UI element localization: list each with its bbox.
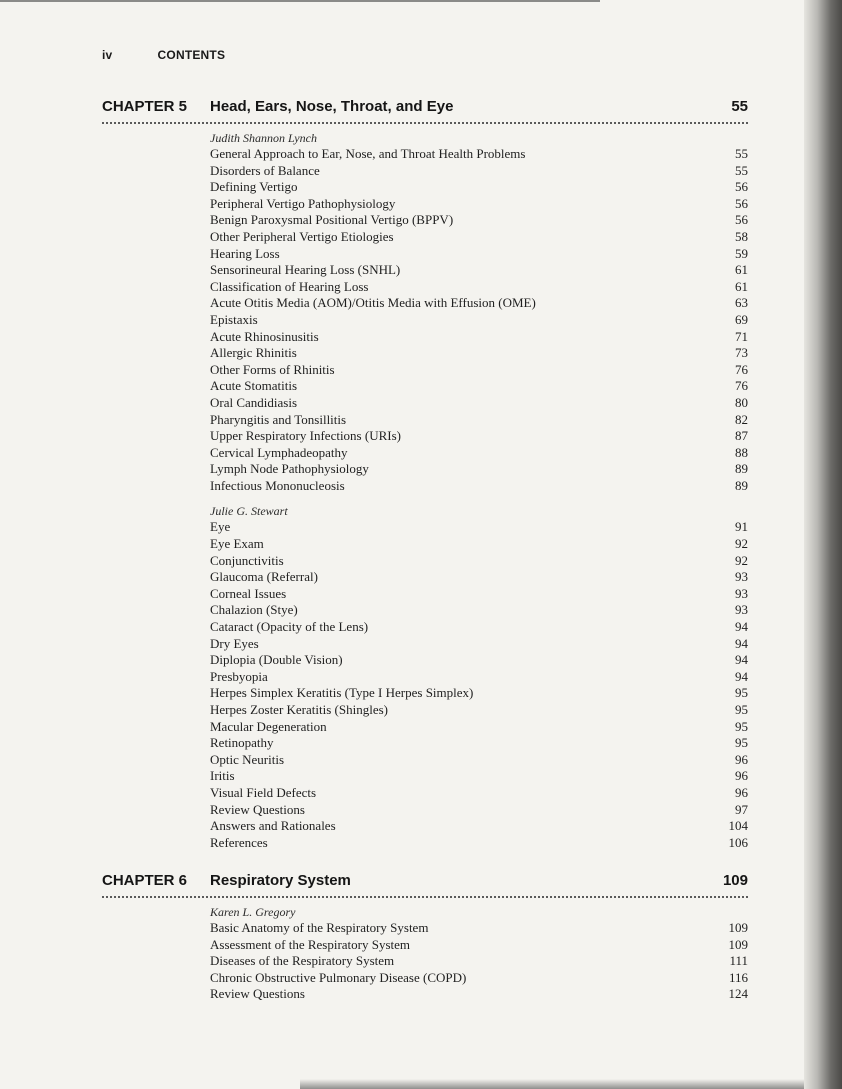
toc-entry-page: 92 xyxy=(735,552,748,568)
section-author: Judith Shannon Lynch xyxy=(210,131,317,145)
toc-entry-title: Pharyngitis and Tonsillitis xyxy=(210,411,347,427)
toc-entry-page: 76 xyxy=(735,361,748,377)
toc-entry-page: 80 xyxy=(735,394,748,410)
toc-entry-title: Presbyopia xyxy=(210,668,268,684)
toc-entry-page: 109 xyxy=(728,936,748,952)
chapter-6-block xyxy=(102,872,748,1003)
chapter-page-number: 55 xyxy=(731,98,748,115)
toc-entry-page: 94 xyxy=(735,635,748,651)
toc-entry-page: 61 xyxy=(735,278,748,294)
toc-entry-page: 116 xyxy=(728,969,748,985)
toc-entry xyxy=(210,478,748,495)
toc-entry xyxy=(210,970,748,987)
toc-entry-title: Eye xyxy=(210,519,231,535)
chapter-heading xyxy=(102,98,748,120)
chapter-label: CHAPTER 5 xyxy=(102,98,188,115)
toc-entry-page: 93 xyxy=(735,569,748,585)
toc-entry-title: General Approach to Ear, Nose, and Throat Health Problems xyxy=(210,146,526,161)
toc-entry-page: 109 xyxy=(728,920,748,935)
toc-entry-title: Basic Anatomy of the Respiratory System xyxy=(210,920,429,935)
toc-entry-page: 96 xyxy=(735,751,748,767)
toc-entry-page: 111 xyxy=(729,953,748,969)
running-head-title: CONTENTS xyxy=(157,48,226,62)
toc-entry-page: 56 xyxy=(735,212,748,228)
toc-entry-page: 96 xyxy=(735,784,748,800)
toc-entry xyxy=(210,685,748,702)
chapter-5-block xyxy=(102,98,748,851)
toc-entry-page: 63 xyxy=(735,295,748,311)
toc-entry-title: Review Questions xyxy=(210,986,305,1002)
toc-entry-page: 55 xyxy=(735,146,748,161)
toc-entry-page: 104 xyxy=(728,818,748,834)
page-bottom-shadow xyxy=(300,1079,804,1089)
toc-entry-title: Glaucoma (Referral) xyxy=(210,569,318,585)
toc-entry xyxy=(210,785,748,802)
toc-entry-title: Oral Candidiasis xyxy=(210,394,298,410)
toc-entry xyxy=(210,428,748,445)
toc-entry-page: 95 xyxy=(735,702,748,717)
toc-entry-page: 61 xyxy=(735,262,748,278)
toc-entry-page: 71 xyxy=(735,328,748,344)
toc-entry-title: Herpes Simplex Keratitis (Type I Herpes Simplex) xyxy=(210,685,474,701)
toc-entry-page: 95 xyxy=(735,718,748,734)
toc-entry-title: Peripheral Vertigo Pathophysiology xyxy=(210,195,396,211)
section-author: Karen L. Gregory xyxy=(210,905,296,919)
toc-entry xyxy=(210,329,748,346)
toc-entry xyxy=(210,212,748,229)
toc-entry-title: Optic Neuritis xyxy=(210,751,285,767)
toc-entry xyxy=(210,395,748,412)
toc-entry xyxy=(210,445,748,462)
toc-entry xyxy=(210,619,748,636)
toc-entry-title: Defining Vertigo xyxy=(210,179,298,195)
toc-entry xyxy=(210,378,748,395)
toc-entry xyxy=(210,802,748,819)
toc-entry-title: Retinopathy xyxy=(210,735,274,751)
toc-entry-title: Benign Paroxysmal Positional Vertigo (BPPV) xyxy=(210,212,454,228)
chapter-title: Head, Ears, Nose, Throat, and Eye xyxy=(210,98,454,115)
toc-entry-title: Corneal Issues xyxy=(210,585,287,601)
toc-entry xyxy=(210,702,748,719)
toc-entry xyxy=(210,279,748,296)
toc-entry-page: 91 xyxy=(735,519,748,535)
toc-entry-title: Classification of Hearing Loss xyxy=(210,278,369,294)
toc-entry xyxy=(210,262,748,279)
toc-entry-title: Acute Otitis Media (AOM)/Otitis Media with Effusion (OME) xyxy=(210,295,536,311)
toc-entry xyxy=(210,818,748,835)
toc-entry-title: Diseases of the Respiratory System xyxy=(210,953,395,969)
chapter-page-number: 109 xyxy=(722,872,748,889)
toc-entry-page: 89 xyxy=(735,461,748,477)
toc-entry-list xyxy=(210,920,748,1003)
toc-entry xyxy=(210,602,748,619)
toc-entry xyxy=(210,179,748,196)
toc-entry xyxy=(210,312,748,329)
toc-entry-page: 55 xyxy=(735,162,748,178)
toc-entry xyxy=(210,986,748,1003)
toc-entry-page: 59 xyxy=(735,245,748,261)
toc-entry-title: Epistaxis xyxy=(210,311,258,327)
toc-entry-title: Acute Rhinosinusitis xyxy=(210,328,319,344)
chapter-heading xyxy=(102,872,748,894)
toc-entry-page: 76 xyxy=(735,378,748,394)
toc-entry xyxy=(210,719,748,736)
toc-entry-page: 88 xyxy=(735,444,748,460)
toc-entry-title: Cervical Lymphadeopathy xyxy=(210,444,348,460)
toc-entry-title: Answers and Rationales xyxy=(210,818,336,834)
toc-entry xyxy=(210,229,748,246)
toc-entry-title: Review Questions xyxy=(210,801,305,817)
toc-entry-page: 106 xyxy=(728,834,748,850)
toc-entry-title: References xyxy=(210,834,268,850)
toc-entry xyxy=(210,412,748,429)
page-number: iv xyxy=(102,48,113,62)
toc-entry xyxy=(210,295,748,312)
scan-edge-line xyxy=(0,0,600,2)
toc-entry xyxy=(210,953,748,970)
section-author: Julie G. Stewart xyxy=(210,504,288,519)
toc-entry-title: Acute Stomatitis xyxy=(210,378,298,394)
toc-entry-title: Dry Eyes xyxy=(210,635,259,651)
toc-entry-title: Sensorineural Hearing Loss (SNHL) xyxy=(210,262,401,278)
toc-entry xyxy=(210,569,748,586)
toc-entry-title: Herpes Zoster Keratitis (Shingles) xyxy=(210,702,388,717)
toc-entry-title: Eye Exam xyxy=(210,536,264,552)
toc-entry-list xyxy=(210,519,748,851)
toc-entry-page: 95 xyxy=(735,735,748,751)
toc-entry-page: 94 xyxy=(735,652,748,668)
toc-entry-title: Macular Degeneration xyxy=(210,718,327,734)
toc-entry xyxy=(210,246,748,263)
toc-entry-title: Disorders of Balance xyxy=(210,162,320,178)
toc-entry xyxy=(210,768,748,785)
toc-entry-title: Upper Respiratory Infections (URIs) xyxy=(210,428,401,444)
toc-entry-page: 93 xyxy=(735,585,748,601)
toc-entry-page: 124 xyxy=(728,986,748,1002)
toc-entry-page: 56 xyxy=(735,179,748,195)
toc-entry xyxy=(210,536,748,553)
toc-entry-title: Infectious Mononucleosis xyxy=(210,477,345,493)
toc-entry-page: 94 xyxy=(735,668,748,684)
toc-entry-title: Cataract (Opacity of the Lens) xyxy=(210,619,369,635)
toc-entry-title: Conjunctivitis xyxy=(210,552,284,568)
toc-entry-list xyxy=(210,146,748,494)
toc-entry xyxy=(210,345,748,362)
toc-entry-page: 69 xyxy=(735,311,748,327)
toc-entry-title: Hearing Loss xyxy=(210,245,280,261)
toc-entry-title: Diplopia (Double Vision) xyxy=(210,652,343,668)
toc-entry-page: 96 xyxy=(735,768,748,784)
toc-entry xyxy=(210,652,748,669)
toc-entry xyxy=(210,553,748,570)
toc-entry xyxy=(210,461,748,478)
toc-entry xyxy=(210,586,748,603)
toc-entry-title: Visual Field Defects xyxy=(210,784,317,800)
toc-entry xyxy=(210,196,748,213)
toc-entry-page: 82 xyxy=(735,411,748,427)
toc-entry-page: 92 xyxy=(735,536,748,552)
toc-entry xyxy=(210,752,748,769)
toc-entry-page: 93 xyxy=(735,602,748,618)
toc-entry-title: Assessment of the Respiratory System xyxy=(210,936,411,952)
toc-entry-page: 94 xyxy=(735,619,748,635)
toc-entry xyxy=(210,735,748,752)
book-spine-shadow xyxy=(804,0,842,1089)
toc-entry xyxy=(210,920,748,937)
toc-entry-title: Iritis xyxy=(210,768,235,784)
toc-entry-page: 89 xyxy=(735,477,748,493)
toc-entry-title: Chalazion (Stye) xyxy=(210,602,298,618)
toc-entry xyxy=(210,163,748,180)
toc-entry-page: 56 xyxy=(735,195,748,211)
toc-entry-page: 95 xyxy=(735,685,748,701)
toc-entry-page: 73 xyxy=(735,345,748,361)
running-head xyxy=(102,48,225,62)
toc-entry-page: 58 xyxy=(735,228,748,244)
chapter-title: Respiratory System xyxy=(210,872,351,889)
chapter-label: CHAPTER 6 xyxy=(102,872,188,889)
toc-entry-page: 87 xyxy=(735,428,748,444)
toc-entry xyxy=(210,669,748,686)
toc-entry-title: Other Peripheral Vertigo Etiologies xyxy=(210,228,394,244)
toc-entry xyxy=(210,937,748,954)
toc-entry xyxy=(210,835,748,852)
toc-entry-title: Lymph Node Pathophysiology xyxy=(210,461,369,477)
toc-entry-title: Chronic Obstructive Pulmonary Disease (COPD) xyxy=(210,969,467,985)
toc-entry-page: 97 xyxy=(735,801,748,817)
toc-entry xyxy=(210,636,748,653)
toc-entry-title: Allergic Rhinitis xyxy=(210,345,297,361)
toc-entry xyxy=(210,362,748,379)
toc-entry xyxy=(210,146,748,163)
toc-entry xyxy=(210,519,748,536)
toc-entry-title: Other Forms of Rhinitis xyxy=(210,361,335,377)
